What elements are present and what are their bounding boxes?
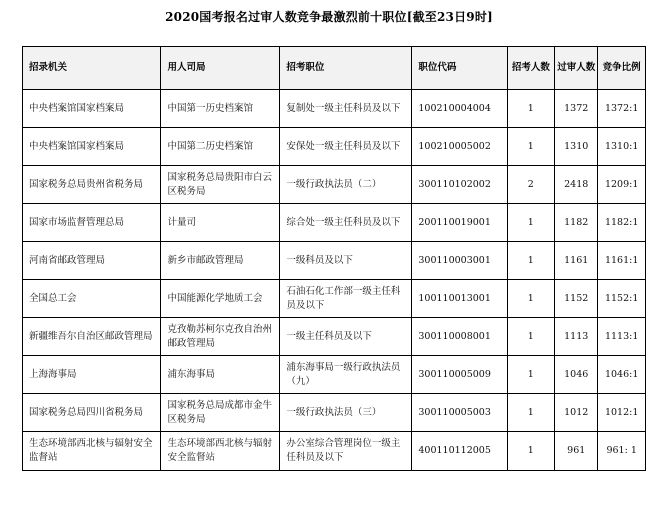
cell-agency: 中央档案馆国家档案局	[23, 90, 161, 128]
page-title: 2020国考报名过审人数竞争最激烈前十职位[截至23日9时]	[165, 10, 493, 24]
cell-position: 一级行政执法员（二）	[280, 166, 412, 204]
cell-position: 浦东海事局一级行政执法员（九）	[280, 356, 412, 394]
cell-ratio: 1182:1	[598, 204, 646, 242]
cell-passed: 2418	[555, 166, 598, 204]
cell-department: 克孜勒苏柯尔克孜自治州邮政管理局	[161, 318, 280, 356]
table-row	[23, 318, 646, 356]
header-hire: 招考人数	[507, 47, 555, 90]
cell-position: 一级科员及以下	[280, 242, 412, 280]
table-row	[23, 356, 646, 394]
cell-department: 新乡市邮政管理局	[161, 242, 280, 280]
cell-code: 100210005002	[412, 128, 507, 166]
cell-agency: 上海海事局	[23, 356, 161, 394]
header-passed: 过审人数	[555, 47, 598, 90]
cell-position: 一级行政执法员（三）	[280, 394, 412, 432]
cell-code: 300110005003	[412, 394, 507, 432]
cell-ratio: 1310:1	[598, 128, 646, 166]
table-row	[23, 394, 646, 432]
cell-passed: 1113	[555, 318, 598, 356]
cell-agency: 国家税务总局贵州省税务局	[23, 166, 161, 204]
cell-code: 100110013001	[412, 280, 507, 318]
cell-department: 中国能源化学地质工会	[161, 280, 280, 318]
cell-code: 300110005009	[412, 356, 507, 394]
cell-ratio: 1113:1	[598, 318, 646, 356]
table-row	[23, 204, 646, 242]
cell-passed: 1161	[555, 242, 598, 280]
header-position: 招考职位	[280, 47, 412, 90]
cell-hire: 1	[507, 394, 555, 432]
cell-ratio: 1209:1	[598, 166, 646, 204]
cell-agency: 国家市场监督管理总局	[23, 204, 161, 242]
cell-department: 浦东海事局	[161, 356, 280, 394]
cell-ratio: 1161:1	[598, 242, 646, 280]
cell-position: 复制处一级主任科员及以下	[280, 90, 412, 128]
cell-ratio: 1152:1	[598, 280, 646, 318]
cell-hire: 1	[507, 242, 555, 280]
cell-passed: 1012	[555, 394, 598, 432]
cell-code: 400110112005	[412, 432, 507, 471]
cell-position: 办公室综合管理岗位一级主任科员及以下	[280, 432, 412, 471]
table-row	[23, 90, 646, 128]
table-row	[23, 166, 646, 204]
positions-table	[22, 46, 646, 471]
cell-passed: 1182	[555, 204, 598, 242]
cell-passed: 1152	[555, 280, 598, 318]
cell-passed: 1046	[555, 356, 598, 394]
table-header-row	[23, 47, 646, 90]
cell-ratio: 1372:1	[598, 90, 646, 128]
cell-hire: 2	[507, 166, 555, 204]
cell-hire: 1	[507, 318, 555, 356]
cell-passed: 1310	[555, 128, 598, 166]
cell-ratio: 1046:1	[598, 356, 646, 394]
cell-agency: 新疆维吾尔自治区邮政管理局	[23, 318, 161, 356]
cell-hire: 1	[507, 280, 555, 318]
cell-ratio: 1012:1	[598, 394, 646, 432]
cell-code: 300110003001	[412, 242, 507, 280]
cell-department: 中国第二历史档案馆	[161, 128, 280, 166]
cell-department: 国家税务总局成都市金牛区税务局	[161, 394, 280, 432]
header-code: 职位代码	[412, 47, 507, 90]
table-row	[23, 128, 646, 166]
cell-position: 综合处一级主任科员及以下	[280, 204, 412, 242]
cell-hire: 1	[507, 204, 555, 242]
cell-hire: 1	[507, 90, 555, 128]
table-row	[23, 242, 646, 280]
cell-agency: 全国总工会	[23, 280, 161, 318]
cell-agency: 中央档案馆国家档案局	[23, 128, 161, 166]
cell-department: 中国第一历史档案馆	[161, 90, 280, 128]
table-row	[23, 432, 646, 471]
cell-position: 一级主任科员及以下	[280, 318, 412, 356]
cell-code: 200110019001	[412, 204, 507, 242]
cell-department: 计量司	[161, 204, 280, 242]
cell-code: 300110102002	[412, 166, 507, 204]
cell-agency: 河南省邮政管理局	[23, 242, 161, 280]
cell-hire: 1	[507, 432, 555, 471]
cell-passed: 961	[555, 432, 598, 471]
cell-agency: 国家税务总局四川省税务局	[23, 394, 161, 432]
cell-code: 100210004004	[412, 90, 507, 128]
cell-passed: 1372	[555, 90, 598, 128]
table-row	[23, 280, 646, 318]
cell-department: 生态环境部西北核与辐射安全监督站	[161, 432, 280, 471]
cell-ratio: 961: 1	[598, 432, 646, 471]
table-body	[23, 90, 646, 471]
header-ratio: 竞争比例	[598, 47, 646, 90]
cell-position: 石油石化工作部一级主任科员及以下	[280, 280, 412, 318]
cell-hire: 1	[507, 128, 555, 166]
cell-code: 300110008001	[412, 318, 507, 356]
cell-department: 国家税务总局贵阳市白云区税务局	[161, 166, 280, 204]
cell-agency: 生态环境部西北核与辐射安全监督站	[23, 432, 161, 471]
cell-position: 安保处一级主任科员及以下	[280, 128, 412, 166]
header-agency: 招录机关	[23, 47, 161, 90]
header-department: 用人司局	[161, 47, 280, 90]
cell-hire: 1	[507, 356, 555, 394]
